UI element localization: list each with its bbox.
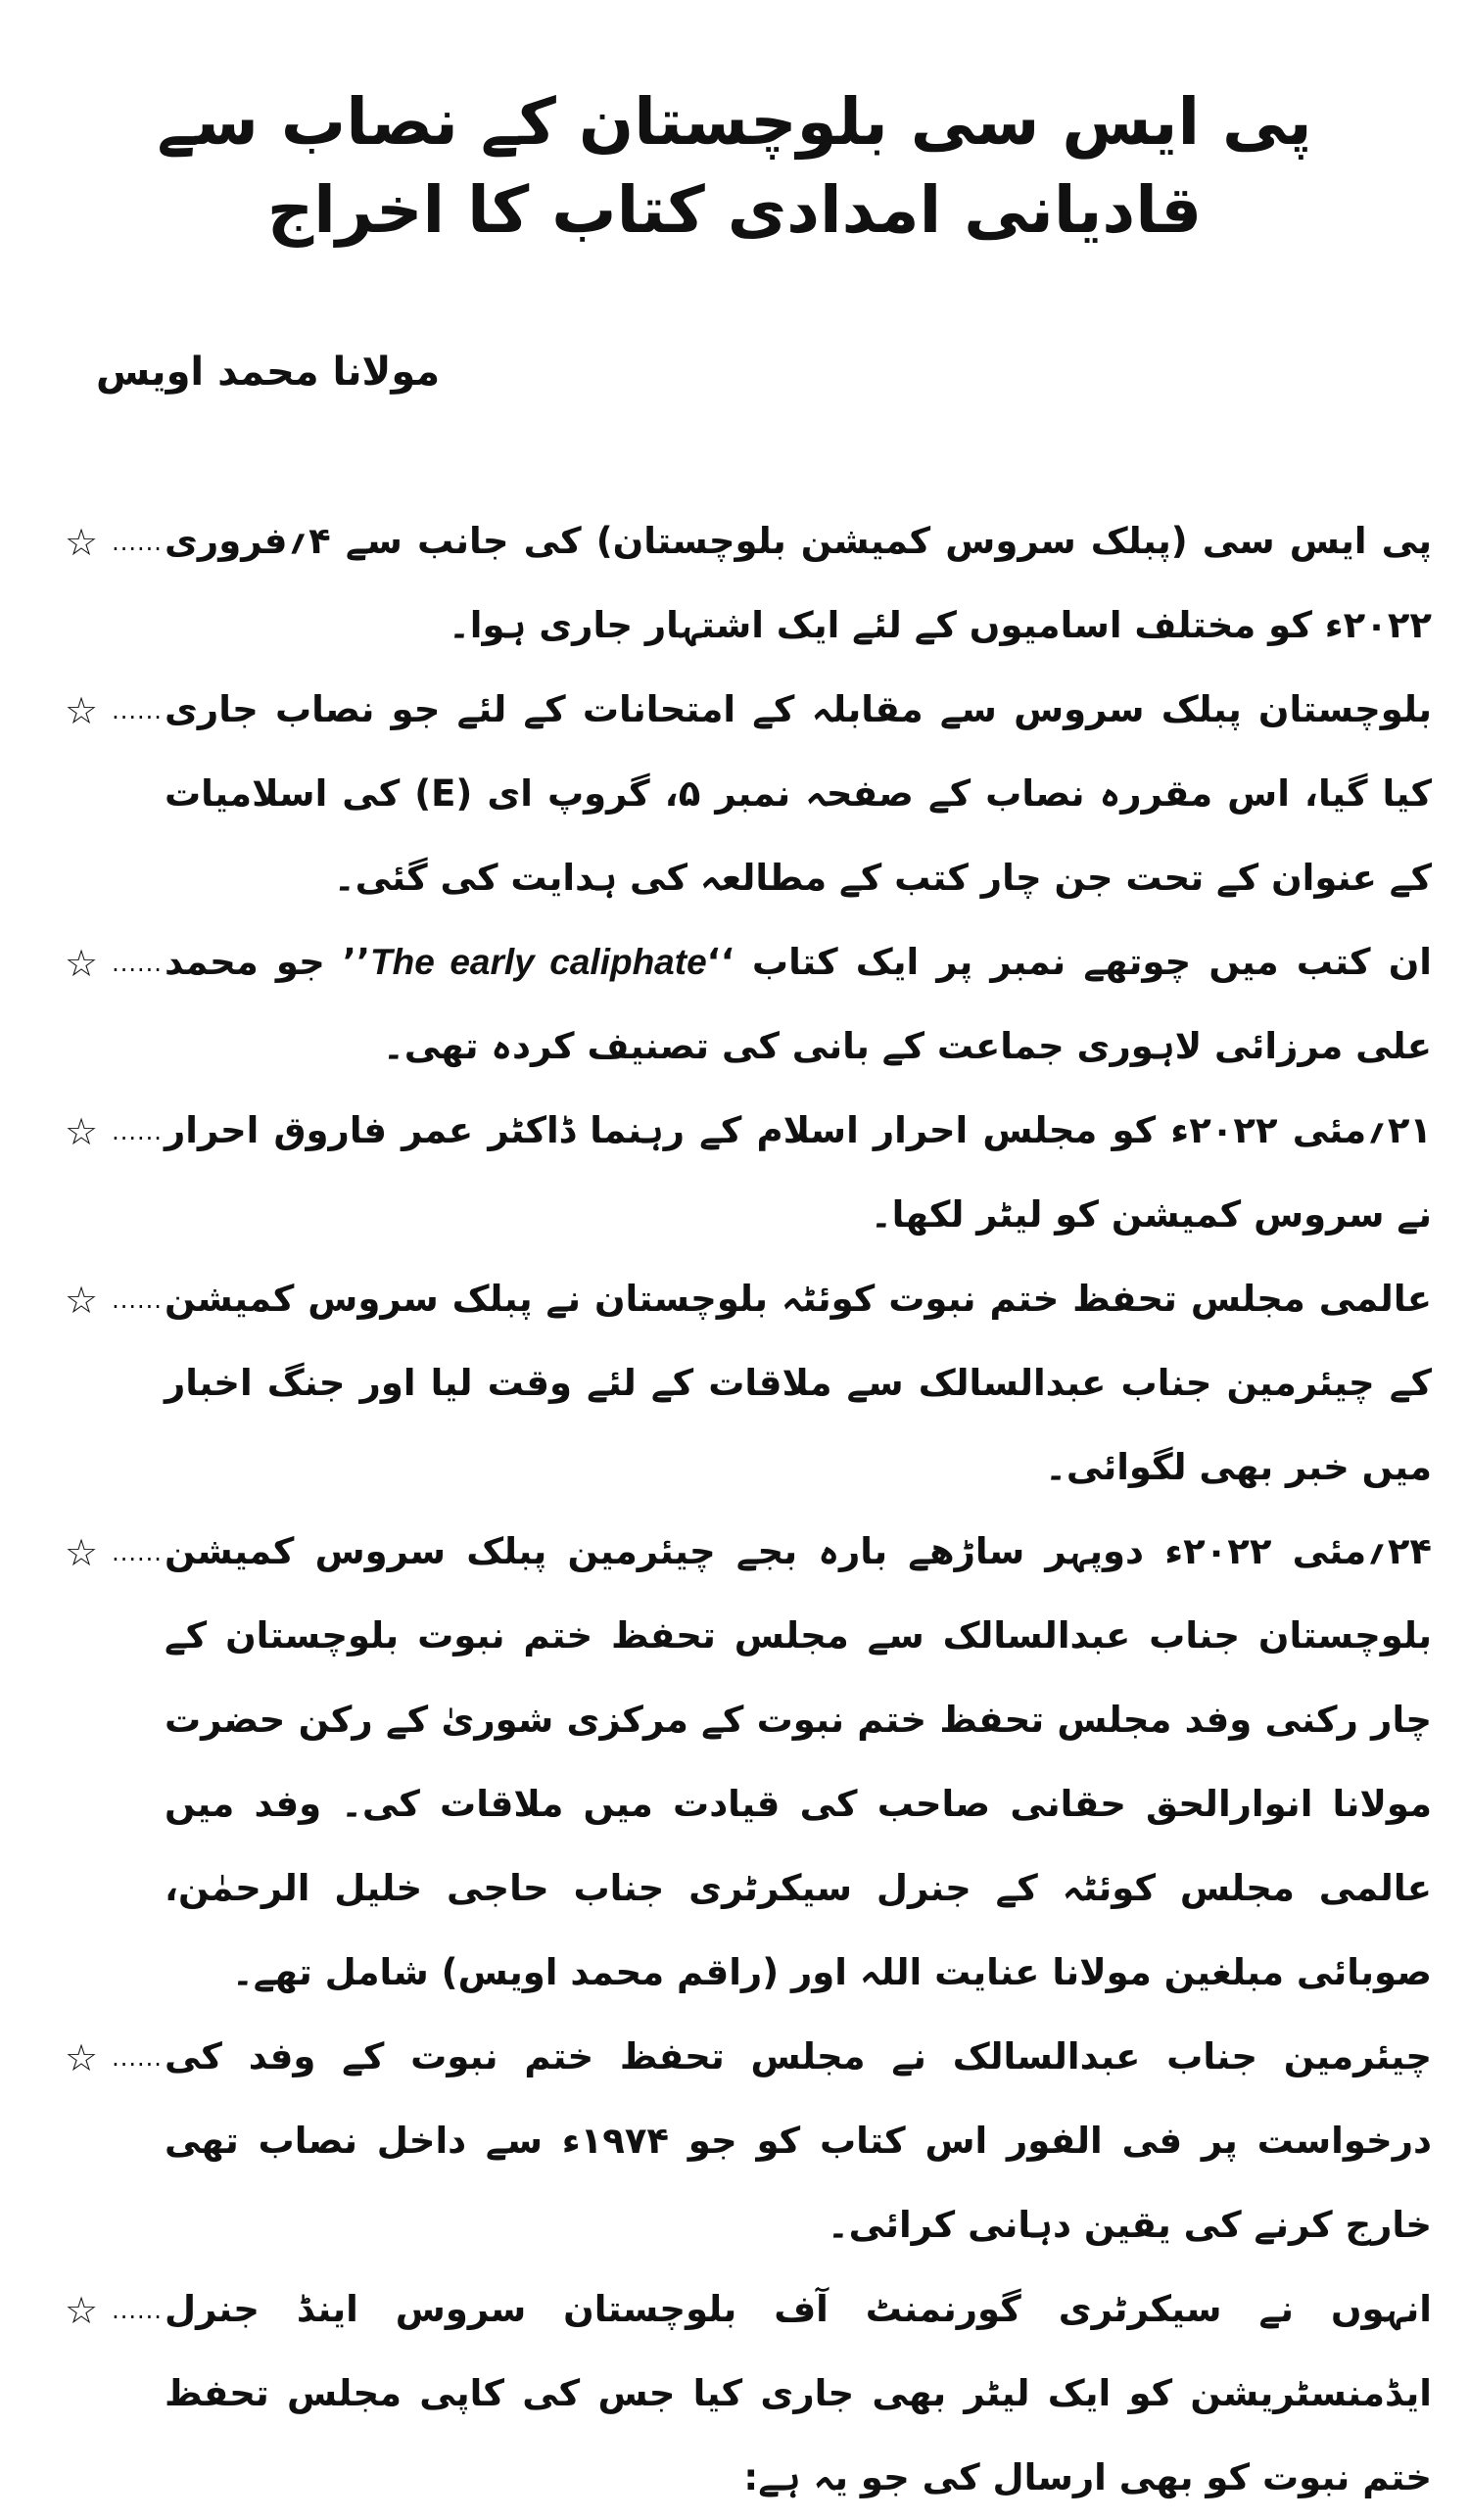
bullet-marker bbox=[37, 1257, 165, 1342]
leader-dots: ...... bbox=[112, 2044, 163, 2072]
leader-dots: ...... bbox=[112, 697, 163, 724]
list-item-text-part: ان کتب میں چوتھے نمبر پر ایک کتاب ‘‘ bbox=[706, 941, 1432, 983]
star-outline-icon: ☆ bbox=[65, 1110, 99, 1153]
list-item-text: ۲۱؍مئی ۲۰۲۲ء کو مجلس احرار اسلام کے رہنما ڈاکٹر عمر فاروق احرار نے سروس کمیشن کو لیٹر لکھا۔ bbox=[165, 1109, 1432, 1236]
author-name: مولانا محمد اویس bbox=[96, 350, 441, 395]
list-item-text bbox=[165, 920, 1432, 1089]
star-outline-icon: ☆ bbox=[65, 1279, 99, 1322]
list-item bbox=[37, 920, 1432, 1089]
bullet-list bbox=[37, 499, 1432, 2520]
list-item bbox=[37, 1510, 1432, 2015]
bullet-marker bbox=[37, 1510, 165, 1595]
star-outline-icon: ☆ bbox=[65, 521, 99, 564]
bullet-marker bbox=[37, 2015, 165, 2100]
leader-dots: ...... bbox=[112, 950, 163, 977]
star-outline-icon: ☆ bbox=[65, 2289, 99, 2332]
star-outline-icon: ☆ bbox=[65, 1531, 99, 1574]
leader-dots: ...... bbox=[112, 529, 163, 556]
leader-dots: ...... bbox=[112, 1118, 163, 1145]
star-outline-icon: ☆ bbox=[65, 942, 99, 985]
leader-dots: ...... bbox=[112, 1539, 163, 1566]
list-item bbox=[37, 2015, 1432, 2267]
list-item-text: عالمی مجلس تحفظ ختم نبوت کوئٹہ بلوچستان نے پبلک سروس کمیشن کے چیئرمین جناب عبدالسالک سے ملاقات کے لئے وقت لیا اور جنگ اخبار میں خبر بھی لگوائی۔ bbox=[165, 1278, 1432, 1488]
list-item-text: پی ایس سی (پبلک سروس کمیشن بلوچستان) کی جانب سے ۴؍فروری ۲۰۲۲ء کو مختلف اسامیوں کے لئے ایک اشتہار جاری ہوا۔ bbox=[165, 520, 1432, 646]
star-outline-icon: ☆ bbox=[65, 2036, 99, 2079]
list-item bbox=[37, 499, 1432, 668]
list-item-text: چیئرمین جناب عبدالسالک نے مجلس تحفظ ختم نبوت کے وفد کی درخواست پر فی الفور اس کتاب کو جو ۱۹۷۴ء سے داخل نصاب تھی خارج کرنے کی یقین دہانی کرائی۔ bbox=[165, 2035, 1432, 2246]
bullet-marker bbox=[37, 1089, 165, 1174]
leader-dots: ...... bbox=[112, 2297, 163, 2324]
star-outline-icon: ☆ bbox=[65, 689, 99, 732]
list-item bbox=[37, 1257, 1432, 1510]
bullet-marker bbox=[37, 920, 165, 1005]
leader-dots: ...... bbox=[112, 1286, 163, 1314]
list-item bbox=[37, 1089, 1432, 1257]
bullet-marker bbox=[37, 668, 165, 753]
list-item-text: بلوچستان پبلک سروس سے مقابلہ کے امتحانات کے لئے جو نصاب جاری کیا گیا، اس مقررہ نصاب کے صفحہ نمبر ۵، گروپ ای (E) کی اسلامیات کے عنوان کے تحت جن چار کتب کے مطالعہ کی ہدایت کی گئی۔ bbox=[165, 688, 1432, 899]
list-item bbox=[37, 2267, 1432, 2520]
bullet-marker bbox=[37, 2267, 165, 2353]
list-item-text: انہوں نے سیکرٹری گورنمنٹ آف بلوچستان سروس اینڈ جنرل ایڈمنسٹریشن کو ایک لیٹر بھی جاری کیا جس کی کاپی مجلس تحفظ ختم نبوت کو بھی ارسال کی جو یہ ہے: bbox=[165, 2288, 1432, 2498]
article-title: پی ایس سی بلوچستان کے نصاب سے قادیانی امدادی کتاب کا اخراج bbox=[157, 84, 1312, 248]
author-line bbox=[37, 343, 1432, 401]
list-item-text-part: ’’ جو محمد علی مرزائی لاہوری جماعت کے بانی کی تصنیف کردہ تھی۔ bbox=[165, 941, 1432, 1067]
list-item bbox=[37, 668, 1432, 920]
list-item-text: ۲۴؍مئی ۲۰۲۲ء دوپہر ساڑھے بارہ بجے چیئرمین پبلک سروس کمیشن بلوچستان جناب عبدالسالک سے مجلس تحفظ ختم نبوت بلوچستان کے چار رکنی وفد مجلس تحفظ ختم نبوت کے مرکزی شوریٰ کے رکن حضرت مولانا انوارالحق حقانی صاحب کی قیادت میں ملاقات کی۔ وفد میں عالمی مجلس کوئٹہ کے جنرل سیکرٹری جناب حاجی خلیل الرحمٰن، صوبائی مبلغین مولانا عنایت اللہ اور (راقم محمد اویس) شامل تھے۔ bbox=[165, 1530, 1432, 1993]
book-title-latin: The early caliphate bbox=[370, 942, 707, 982]
bullet-marker bbox=[37, 499, 165, 584]
